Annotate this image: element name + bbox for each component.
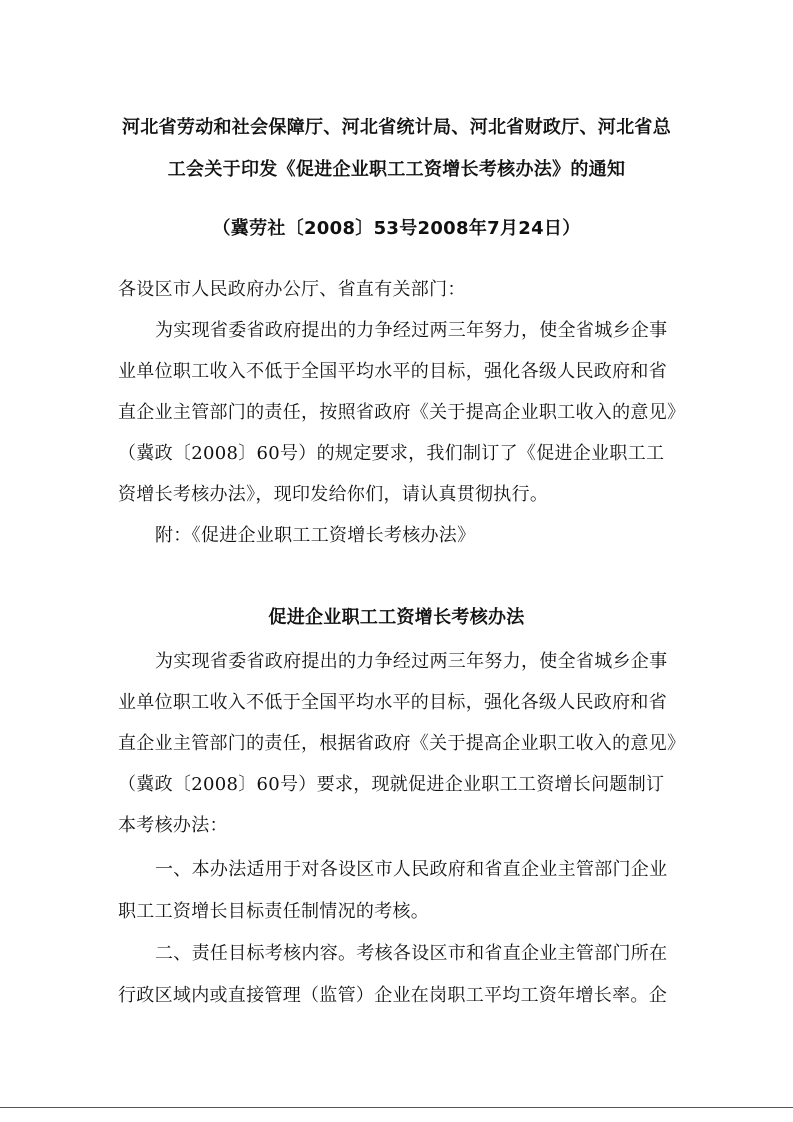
notice-body-line: 为实现省委省政府提出的力争经过两三年努力，使全省城乡企事	[155, 320, 668, 341]
measures-intro-line: 业单位职工收入不低于全国平均水平的目标，强化各级人民政府和省	[118, 692, 667, 713]
page-bottom-divider	[0, 1107, 793, 1108]
measures-intro-line: 为实现省委省政府提出的力争经过两三年努力，使全省城乡企事	[155, 651, 668, 672]
measures-intro-line: 本考核办法：	[118, 815, 228, 836]
measures-intro-line: （冀政〔2008〕60号）要求，现就促进企业职工工资增长问题制订	[118, 774, 665, 795]
notice-title-line1: 河北省劳动和社会保障厅、河北省统计局、河北省财政厅、河北省总	[122, 117, 671, 138]
measures-title: 促进企业职工工资增长考核办法	[268, 607, 525, 628]
notice-body-line: 业单位职工收入不低于全国平均水平的目标，强化各级人民政府和省	[118, 361, 667, 382]
notice-attachment: 附：《促进企业职工工资增长考核办法》	[155, 525, 476, 546]
measures-intro-line: 直企业主管部门的责任，根据省政府《关于提高企业职工收入的意见》	[118, 733, 686, 754]
article-2-line: 行政区域内或直接管理（监管）企业在岗职工平均工资年增长率。企	[118, 985, 667, 1006]
notice-title-line2: 工会关于印发《促进企业职工工资增长考核办法》的通知	[167, 159, 626, 180]
notice-body-line: （冀政〔2008〕60号）的规定要求，我们制订了《促进企业职工工	[118, 443, 665, 464]
article-1-line: 一、本办法适用于对各设区市人民政府和省直企业主管部门企业	[155, 859, 668, 880]
notice-addressee: 各设区市人民政府办公厅、省直有关部门：	[118, 279, 466, 300]
notice-body-line: 直企业主管部门的责任，按照省政府《关于提高企业职工收入的意见》	[118, 402, 686, 423]
article-1-line: 职工工资增长目标责任制情况的考核。	[118, 901, 430, 922]
notice-body-line: 资增长考核办法》，现印发给你们，请认真贯彻执行。	[118, 484, 549, 505]
article-2-line: 二、责任目标考核内容。考核各设区市和省直企业主管部门所在	[155, 943, 668, 964]
notice-doc-number: （冀劳社〔2008〕53号2008年7月24日）	[212, 218, 581, 239]
